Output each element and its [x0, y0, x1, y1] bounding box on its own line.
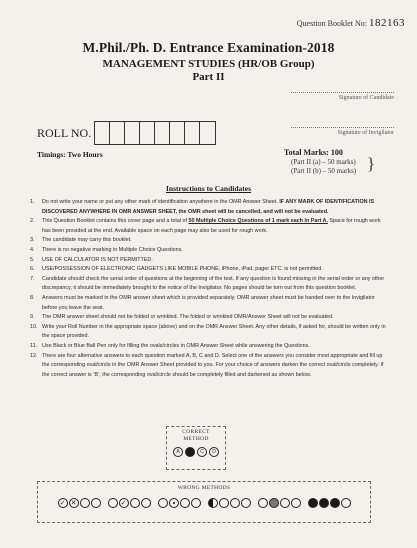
wrong-mark-empty-icon	[219, 498, 229, 508]
wrong-mark-empty-icon	[291, 498, 301, 508]
wrong-mark-half-icon	[208, 498, 218, 508]
wrong-methods-example	[37, 481, 371, 523]
bubble-group-gap	[102, 498, 107, 508]
wrong-mark-dot-icon	[169, 498, 179, 508]
wrong-mark-empty-icon	[91, 498, 101, 508]
instructions-list	[30, 198, 390, 380]
wrong-mark-empty-icon	[280, 498, 290, 508]
answer-bubble-a: A	[173, 447, 183, 457]
wrong-mark-check-icon: ✓	[58, 498, 68, 508]
instruction-item: 10. Write your Roll Number in the appropriate space (above) and on the OMR Answer Sheet. Any other details, if asked for, should be written only in the space provided.	[30, 323, 386, 340]
wrong-mark-cross-icon: ✕	[69, 498, 79, 508]
invigilator-signature-label: Signature of Invigilator	[337, 130, 394, 136]
answer-bubble-b: B	[185, 447, 195, 457]
instruction-item: 12. There are four alternative answers to each question marked A, B, C and D. Select one of the answers you consider most appropriate and fill up the corresponding oval/circle in the OMR Answer Sheet provided to you. For your choice of answers darken the correct oval/circle completely. If the correct answer is ‘B’, the corresponding oval/circle should be completely filled and darkened as shown below.	[30, 352, 384, 378]
correct-method-example	[166, 426, 226, 470]
marks-summary	[284, 148, 356, 175]
candidate-signature-line[interactable]	[291, 92, 394, 101]
roll-number-label: ROLL NO.	[37, 125, 92, 140]
wrong-mark-empty-icon	[258, 498, 268, 508]
part-a-marks: (Part II (a) – 50 marks)	[291, 158, 356, 166]
wrong-mark-empty-icon	[130, 498, 140, 508]
answer-bubble-c: C	[197, 447, 207, 457]
correct-method-bubbles	[167, 447, 225, 457]
instruction-item: 9. The OMR answer sheet should not be folded or wrinkled. The folded or wrinkled OMR/Answer Sheet will not be evaluated.	[30, 314, 334, 321]
answer-bubble-d: D	[209, 447, 219, 457]
wrong-mark-full-icon	[308, 498, 318, 508]
instruction-item: 2. This Question Booklet contains this cover page and a total of 50 Multiple Choice Questions of 1 mark each in Part A. Space for rough work has been provided at the end. Available space on each page may also be used for rough work.	[30, 218, 381, 234]
wrong-mark-check-icon: ✓	[119, 498, 129, 508]
instruction-item: 6. USE/POSSESSION OF ELECTRONIC GADGETS LIKE MOBILE PHONE, iPhone, iPad, pager ETC. is not permitted.	[30, 266, 323, 273]
wrong-mark-full-icon	[330, 498, 340, 508]
instruction-item: 4. There is no negative marking in Multiple Choice Questions.	[30, 246, 183, 253]
wrong-mark-full-icon	[319, 498, 329, 508]
instructions-heading: Instructions to Candidates	[165, 184, 251, 193]
wrong-methods-bubbles	[38, 498, 370, 508]
instruction-item: 7. Candidate should check the serial order of questions at the beginning of the test. If any question is found missing in the serial order or any other discrepancy, it should be immediately brought to the notice of the Invigilator. No pages should be torn out from this question booklet.	[30, 275, 385, 292]
wrong-mark-empty-icon	[141, 498, 151, 508]
exam-subject: MANAGEMENT STUDIES (HR/OB Group)	[102, 58, 315, 70]
wrong-mark-empty-icon	[80, 498, 90, 508]
roll-number-box[interactable]	[185, 122, 200, 144]
instruction-item: 8. Answers must be marked in the OMR answer sheet which is provided separately. OMR answer sheet must be handed over to the Invigilator before you leave the seat.	[30, 294, 375, 311]
wrong-mark-empty-icon	[180, 498, 190, 508]
wrong-mark-empty-icon	[108, 498, 118, 508]
roll-number-box[interactable]	[155, 122, 170, 144]
correct-method-label: CORRECT METHOD	[182, 429, 210, 442]
total-marks: Total Marks: 100	[284, 148, 343, 157]
booklet-number: 182163	[369, 17, 405, 29]
instruction-item: 3. The candidate may carry this booklet.	[30, 237, 132, 244]
roll-number-box[interactable]	[170, 122, 185, 144]
marks-brace: }	[367, 154, 376, 173]
roll-number-boxes[interactable]	[94, 121, 216, 145]
question-booklet-number	[297, 17, 405, 29]
wrong-mark-empty-icon	[341, 498, 351, 508]
exam-title: M.Phil./Ph. D. Entrance Examination-2018	[82, 40, 335, 55]
roll-number-box[interactable]	[125, 122, 140, 144]
exam-timing: Timings: Two Hours	[37, 150, 103, 159]
wrong-mark-empty-icon	[191, 498, 201, 508]
roll-number-box[interactable]	[110, 122, 125, 144]
wrong-mark-empty-icon	[241, 498, 251, 508]
exam-part: Part II	[192, 71, 225, 83]
instruction-item: 5. USE OF CALCULATOR IS NOT PERMITTED.	[30, 256, 153, 263]
candidate-signature-label: Signature of Candidate	[338, 95, 394, 101]
wrong-mark-empty-icon	[158, 498, 168, 508]
bubble-group-gap	[252, 498, 257, 508]
wrong-methods-label: WRONG METHODS	[177, 485, 231, 491]
title-block	[0, 40, 417, 83]
roll-number-box[interactable]	[95, 122, 110, 144]
bubble-group-gap	[302, 498, 307, 508]
part-b-marks: (Part II (b) – 50 marks)	[291, 167, 357, 175]
bubble-group-gap	[202, 498, 207, 508]
roll-number-field	[37, 121, 216, 145]
wrong-mark-empty-icon	[230, 498, 240, 508]
booklet-label: Question Booklet No:	[296, 19, 367, 28]
roll-number-box[interactable]	[200, 122, 215, 144]
roll-number-box[interactable]	[140, 122, 155, 144]
bubble-group-gap	[152, 498, 157, 508]
wrong-mark-grey-icon	[269, 498, 279, 508]
instruction-item: 11. Use Black or Blue Ball Pen only for filling the ovals/circles in OMR Answer Sheet while answering the Questions.	[30, 342, 310, 349]
instruction-item: 1. Do not write your name or put any other mark of identification anywhere in the OMR Answer Sheet. IF ANY MARK OF IDENTIFICATION IS DISCOVERED ANYWHERE IN OMR ANSWER SHEET, the OMR sheet will be cancelled, and will not be evaluated.	[30, 199, 375, 215]
invigilator-signature-line[interactable]	[291, 127, 394, 136]
